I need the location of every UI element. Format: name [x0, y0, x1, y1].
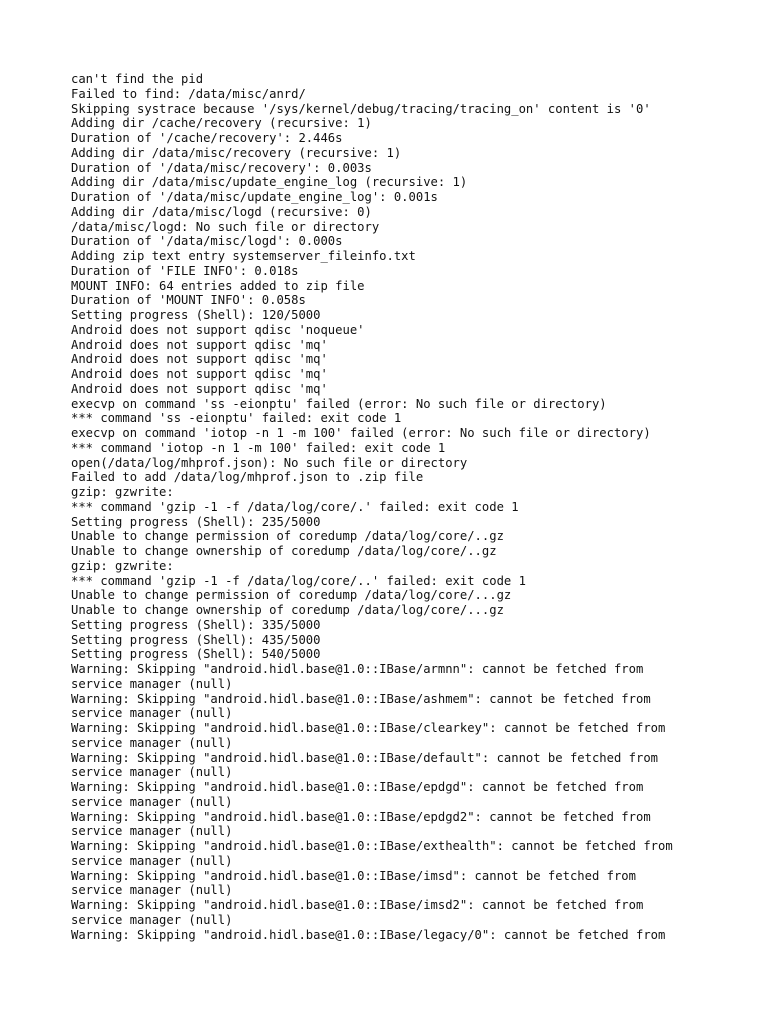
log-line: Adding dir /data/misc/logd (recursive: 0)	[71, 204, 372, 219]
log-line: service manager (null)	[71, 794, 233, 809]
log-line: Setting progress (Shell): 435/5000	[71, 632, 321, 647]
log-line: execvp on command 'iotop -n 1 -m 100' failed (error: No such file or directory)	[71, 426, 651, 440]
log-line: *** command 'ss -eionptu' failed: exit code 1	[71, 411, 402, 426]
log-line: open(/data/log/mhprof.json): No such file or directory	[71, 455, 468, 470]
log-line: gzip: gzwrite:	[71, 485, 174, 499]
log-line: Adding dir /data/misc/update_engine_log (recursive: 1)	[71, 175, 468, 190]
log-line: *** command 'iotop -n 1 -m 100' failed: exit code 1	[71, 440, 446, 455]
log-line: service manager (null)	[71, 824, 233, 839]
log-line: Duration of '/data/misc/update_engine_log': 0.001s	[71, 190, 438, 204]
log-line: service manager (null)	[71, 765, 233, 780]
log-line: Android does not support qdisc 'mq'	[71, 352, 328, 367]
log-line: service manager (null)	[71, 676, 233, 691]
log-line: Skipping systrace because '/sys/kernel/debug/tracing/tracing_on' content is '0'	[71, 101, 651, 116]
log-line: Android does not support qdisc 'noqueue'	[71, 322, 365, 337]
log-line: Setting progress (Shell): 120/5000	[71, 308, 321, 322]
log-line: Adding dir /data/misc/recovery (recursive: 1)	[71, 145, 402, 160]
log-line: Android does not support qdisc 'mq'	[71, 381, 328, 396]
log-line: Setting progress (Shell): 235/5000	[71, 514, 321, 529]
log-line: Android does not support qdisc 'mq'	[71, 367, 328, 381]
log-line: Failed to add /data/log/mhprof.json to .zip file	[71, 470, 424, 485]
log-line: Warning: Skipping "android.hidl.base@1.0::IBase/epdgd": cannot be fetched from	[71, 780, 644, 794]
log-line: Duration of 'FILE INFO': 0.018s	[71, 263, 299, 278]
log-line: Adding dir /cache/recovery (recursive: 1)	[71, 116, 372, 131]
log-line: can't find the pid	[71, 72, 204, 86]
log-line: Warning: Skipping "android.hidl.base@1.0::IBase/clearkey": cannot be fetched from	[71, 721, 666, 735]
log-line: Unable to change permission of coredump /data/log/core/...gz	[71, 588, 512, 603]
log-line: Warning: Skipping "android.hidl.base@1.0::IBase/ashmem": cannot be fetched from	[71, 691, 651, 706]
log-line: Unable to change ownership of coredump /data/log/core/..gz	[71, 544, 497, 558]
log-line: Setting progress (Shell): 540/5000	[71, 647, 321, 662]
log-body	[71, 72, 711, 942]
log-line: service manager (null)	[71, 912, 233, 927]
log-line: /data/misc/logd: No such file or directory	[71, 219, 380, 234]
log-line: Warning: Skipping "android.hidl.base@1.0::IBase/legacy/0": cannot be fetched from	[71, 927, 666, 942]
log-line: Adding zip text entry systemserver_fileinfo.txt	[71, 249, 416, 263]
log-line: Duration of '/cache/recovery': 2.446s	[71, 131, 343, 145]
log-line: Duration of '/data/misc/recovery': 0.003s	[71, 160, 372, 175]
log-line: service manager (null)	[71, 735, 233, 750]
log-line: Warning: Skipping "android.hidl.base@1.0::IBase/armnn": cannot be fetched from	[71, 662, 644, 676]
log-line: *** command 'gzip -1 -f /data/log/core/.' failed: exit code 1	[71, 499, 519, 514]
log-document	[71, 72, 711, 942]
log-line: Warning: Skipping "android.hidl.base@1.0::IBase/epdgd2": cannot be fetched from	[71, 809, 651, 824]
log-line: Warning: Skipping "android.hidl.base@1.0::IBase/imsd": cannot be fetched from	[71, 868, 636, 883]
log-line: Warning: Skipping "android.hidl.base@1.0::IBase/default": cannot be fetched from	[71, 750, 658, 765]
log-line: gzip: gzwrite:	[71, 558, 174, 573]
log-line: *** command 'gzip -1 -f /data/log/core/..' failed: exit code 1	[71, 573, 526, 588]
log-line: Unable to change ownership of coredump /data/log/core/...gz	[71, 603, 504, 617]
log-line: MOUNT INFO: 64 entries added to zip file	[71, 278, 365, 293]
log-line: Duration of 'MOUNT INFO': 0.058s	[71, 293, 306, 308]
log-line: Warning: Skipping "android.hidl.base@1.0::IBase/exthealth": cannot be fetched from	[71, 839, 673, 853]
log-line: Setting progress (Shell): 335/5000	[71, 617, 321, 632]
log-line: Unable to change permission of coredump /data/log/core/..gz	[71, 529, 504, 544]
log-line: execvp on command 'ss -eionptu' failed (error: No such file or directory)	[71, 396, 607, 411]
log-line: service manager (null)	[71, 706, 233, 721]
log-line: Failed to find: /data/misc/anrd/	[71, 86, 306, 101]
log-line: Warning: Skipping "android.hidl.base@1.0::IBase/imsd2": cannot be fetched from	[71, 898, 644, 912]
log-line: Android does not support qdisc 'mq'	[71, 337, 328, 352]
log-line: service manager (null)	[71, 853, 233, 868]
log-line: Duration of '/data/misc/logd': 0.000s	[71, 234, 343, 249]
log-line: service manager (null)	[71, 883, 233, 898]
